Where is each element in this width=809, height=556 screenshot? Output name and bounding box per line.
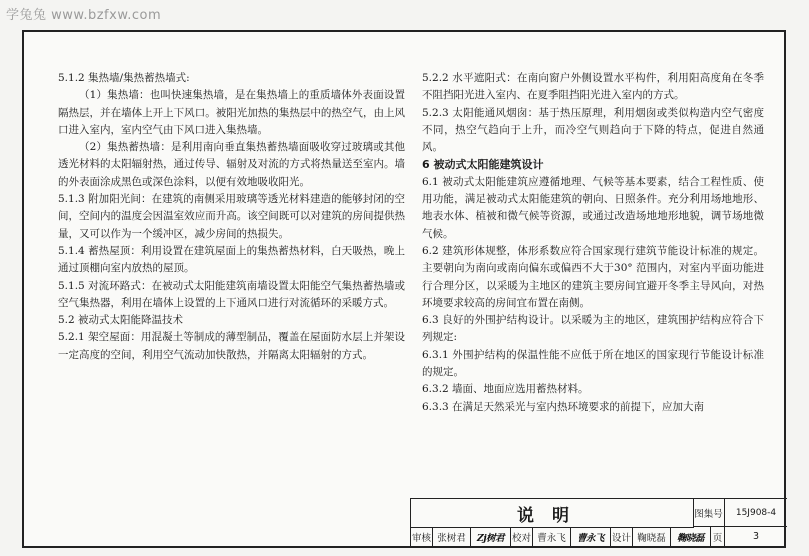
chapter-heading: 6 被动式太阳能建筑设计 bbox=[422, 158, 544, 172]
paragraph: 6.1 被动式太阳能建筑应遵循地理、气候等基本要素，结合工程性质、使用功能，满足被动式太阳能建筑的朝向、日照条件。充分利用场地地形、地表水体、植被和微气候等资源，或通过改造场地地形地貌，调节场地微气候。 bbox=[422, 175, 764, 240]
review-name: 张树君 bbox=[433, 527, 471, 546]
title-block bbox=[410, 498, 787, 546]
paragraph: 6.3.2 墙面、地面应选用蓄热材料。 bbox=[422, 383, 589, 396]
paragraph: 6.3.3 在满足天然采光与室内热环境要求的前提下，应加大南 bbox=[422, 400, 705, 413]
design-signature: 鞠晓磊 bbox=[671, 527, 711, 546]
drawing-sheet bbox=[22, 30, 786, 548]
paragraph: 5.2.2 水平遮阳式：在南向窗户外侧设置水平构件，利用阳高度角在冬季不阻挡阳光进入室内、在夏季阻挡阳光进入室内的方式。 bbox=[422, 72, 764, 102]
paragraph: （2）集热蓄热墙：是利用南向垂直集热蓄热墙面吸收穿过玻璃或其他透光材料的太阳辐射热，通过传导、辐射及对流的方式将热量送至室内。墙的外表面涂成黑色或深色涂料，以便有效地吸收阳光。 bbox=[58, 141, 405, 188]
page-number: 3 bbox=[752, 531, 760, 542]
paragraph: 6.2 建筑形体规整，体形系数应符合国家现行建筑节能设计标准的规定。主要朝向为南向或南向偏东或偏西不大于30° 范围内，对室内平面功能进行合理分区，以采暖为主地区的建筑主要房间宜避开冬季主导风向，对热环境要求较高的房间宜布置在南侧。 bbox=[422, 244, 764, 309]
paragraph: 5.1.3 附加阳光间：在建筑的南侧采用玻璃等透光材料建造的能够封闭的空间，空间内的温度会因温室效应而升高。该空间既可以对建筑的房间提供热量，又可以作为一个缓冲区，减少房间的热损失。 bbox=[58, 193, 405, 240]
paragraph: 5.2.3 太阳能通风烟囱：基于热压原理，利用烟囱或类似构造内空气密度不同，热空气趋向于上升，而冷空气则趋向于下降的特点，促进自然通风。 bbox=[422, 106, 764, 154]
atlas-number-label: 图集号 bbox=[693, 499, 725, 527]
sheet-title: 说明 bbox=[411, 499, 694, 528]
paragraph: 5.2.1 架空屋面：用混凝土等制成的薄型制品，覆盖在屋面防水层上并架设一定高度的空间，利用空气流动加快散热，并隔离太阳辐射的方式。 bbox=[58, 331, 405, 361]
page-label: 页 bbox=[711, 527, 725, 546]
check-name: 曹永飞 bbox=[533, 527, 571, 546]
paragraph: （1）集热墙：也叫快速集热墙，是在集热墙上的重质墙体外表面设置隔热层，并在墙体上开上下风口。被阳光加热的集热层中的热空气，由上风口进入室内，室内空气由下风口进入集热墙。 bbox=[58, 89, 405, 136]
paragraph: 5.1.5 对流环路式：在被动式太阳能建筑南墙设置太阳能空气集热蓄热墙或空气集热器，利用在墙体上设置的上下通风口进行对流循环的采暖方式。 bbox=[58, 279, 405, 309]
review-label: 审核 bbox=[411, 527, 433, 546]
paragraph: 6.3 良好的外围护结构设计。以采暖为主的地区，建筑围护结构应符合下列规定: bbox=[422, 314, 764, 344]
check-label: 校对 bbox=[511, 527, 533, 546]
paragraph: 5.1.4 蓄热屋顶：利用设置在建筑屋面上的集热蓄热材料，白天吸热，晚上通过顶棚向室内放热的屋顶。 bbox=[58, 244, 405, 275]
check-signature: 曹永飞 bbox=[571, 527, 611, 546]
right-column bbox=[422, 70, 764, 416]
section-heading: 5.2 被动式太阳能降温技术 bbox=[58, 314, 184, 327]
atlas-number-value: 15J908-4 bbox=[725, 499, 787, 527]
design-name: 鞠晓磊 bbox=[633, 527, 671, 546]
paragraph: 6.3.1 外围护结构的保温性能不应低于所在地区的国家现行节能设计标准的规定。 bbox=[422, 348, 764, 379]
left-column bbox=[58, 70, 405, 364]
design-label: 设计 bbox=[611, 527, 633, 546]
review-signature: Zj树君 bbox=[471, 527, 511, 546]
paragraph: 5.1.2 集热墙/集热蓄热墙式: bbox=[58, 72, 190, 84]
watermark-text: 学兔兔 www.bzfxw.com bbox=[6, 8, 162, 23]
signature-row bbox=[411, 527, 787, 546]
